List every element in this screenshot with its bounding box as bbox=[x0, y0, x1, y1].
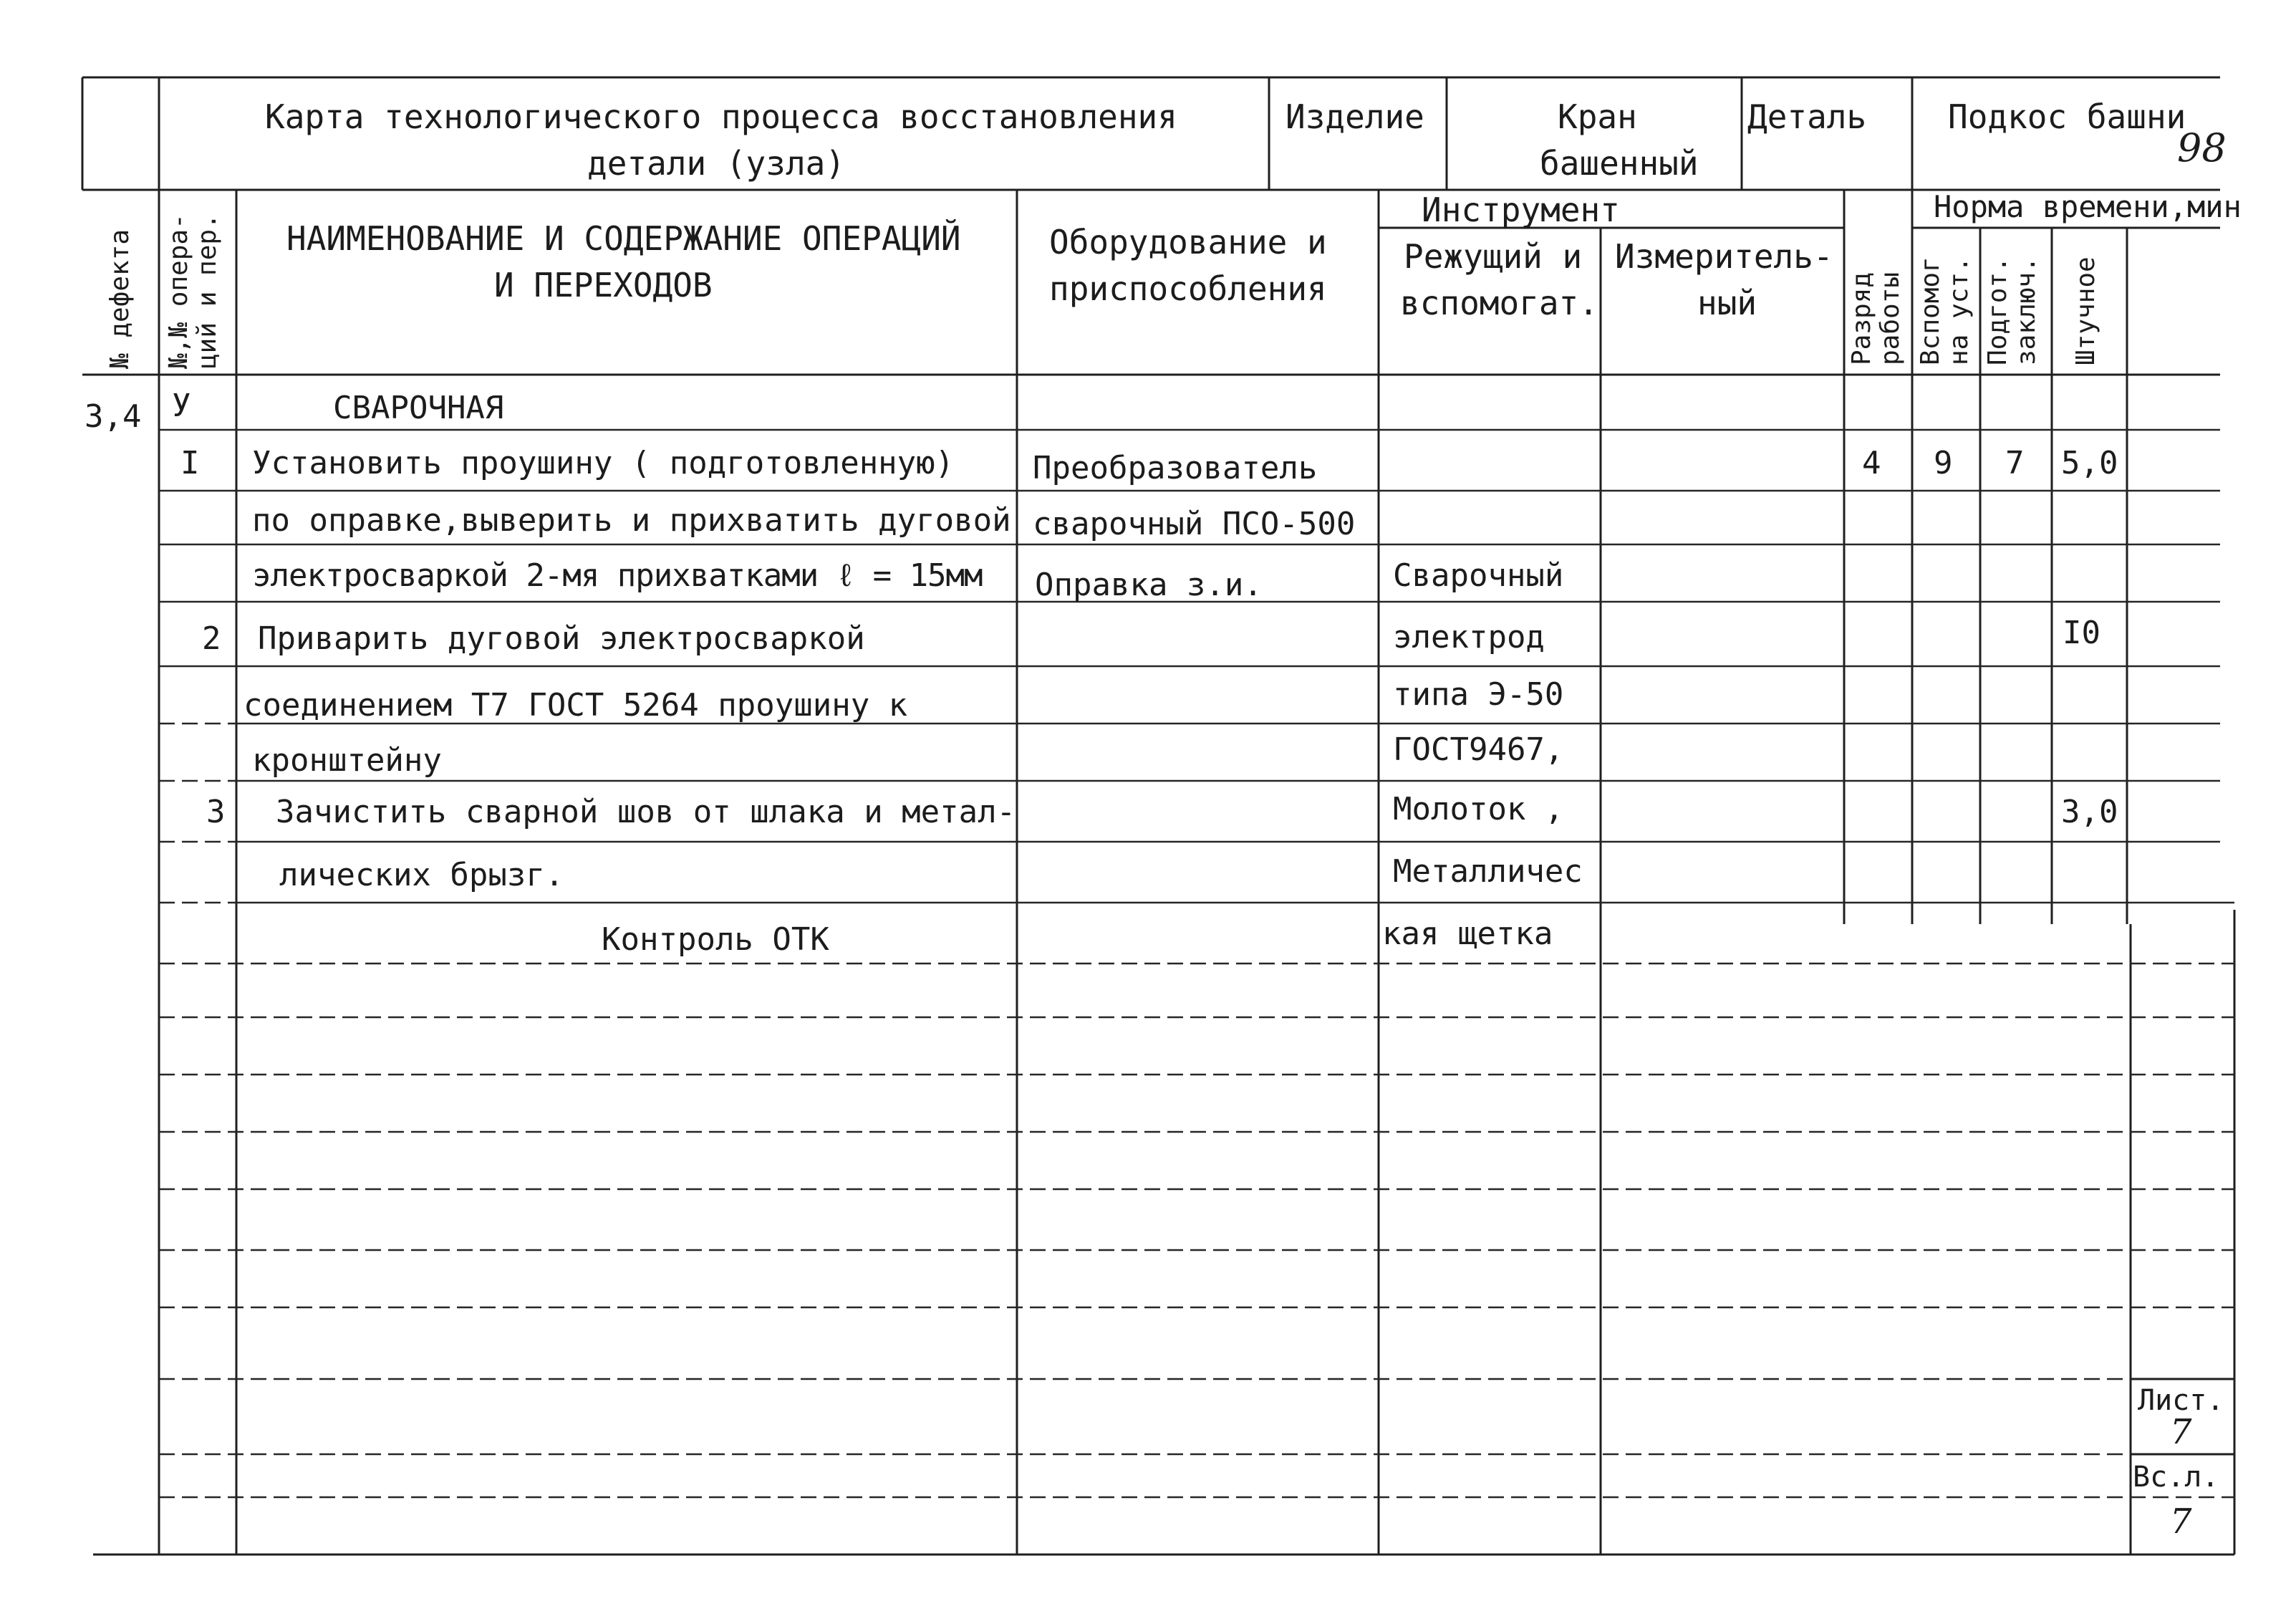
row-operation-text: кронштейну bbox=[252, 742, 442, 779]
row-piece-cell: 3,0 bbox=[2061, 794, 2118, 830]
col-grade-line2: работы bbox=[1876, 272, 1905, 365]
row-operation-text: Зачистить сварной шов от шлака и метал- bbox=[276, 794, 1016, 830]
row-operation-text: соединением Т7 ГОСТ 5264 проушину к bbox=[243, 687, 908, 724]
col-operations-line1: НАИМЕНОВАНИЕ И СОДЕРЖАНИЕ ОПЕРАЦИЙ bbox=[286, 219, 961, 258]
total-sheets-label: Вс.л. bbox=[2133, 1461, 2219, 1494]
row-tool-text: ГОСТ9467, bbox=[1393, 731, 1564, 768]
row-tool-text: кая щетка bbox=[1382, 916, 1553, 952]
col-tool-cutting-line2: вспомогат. bbox=[1400, 284, 1598, 322]
col-time-norm: Норма времени,мин bbox=[1934, 189, 2242, 224]
product-name-line2: башенный bbox=[1540, 144, 1699, 183]
part-name: Подкос башни bbox=[1948, 97, 2186, 136]
row-operation-text: лических брызг. bbox=[279, 857, 564, 893]
row-operation-text: Контроль ОТК bbox=[602, 921, 829, 958]
row-op-cell: 3 bbox=[206, 794, 226, 830]
row-equipment-text: сварочный ПСО-500 bbox=[1033, 506, 1356, 542]
row-equipment-text: Оправка з.и. bbox=[1035, 567, 1263, 603]
row-op-cell: У bbox=[172, 388, 191, 424]
col-defect-number: № дефекта bbox=[105, 229, 135, 369]
col-op-number-line2: ций и пер. bbox=[193, 213, 222, 369]
sheet-label: Лист. bbox=[2138, 1384, 2224, 1417]
row-tool-text: типа Э-50 bbox=[1393, 676, 1564, 713]
col-equipment-line1: Оборудование и bbox=[1049, 223, 1327, 261]
sheet-number: 7 bbox=[2170, 1412, 2192, 1452]
col-aux-line2: на уст. bbox=[1944, 256, 1974, 365]
col-tool-cutting-line1: Режущий и bbox=[1404, 237, 1583, 276]
card-title-line1: Карта технологического процесса восстановления bbox=[265, 97, 1177, 136]
row-tool-text: Молоток , bbox=[1393, 791, 1564, 827]
total-sheets-number: 7 bbox=[2170, 1502, 2192, 1542]
row-operation-text: СВАРОЧНАЯ bbox=[333, 390, 504, 426]
handwritten-page-number: 98 bbox=[2177, 125, 2227, 170]
row-operation-text: электросваркой 2-мя прихватками ℓ = 15мм bbox=[252, 557, 983, 594]
col-tool-group: Инструмент bbox=[1422, 191, 1620, 229]
row-piece-cell: 5,0 bbox=[2061, 445, 2118, 481]
row-equipment-text: Преобразователь bbox=[1033, 450, 1318, 486]
row-piece-cell: I0 bbox=[2063, 615, 2100, 651]
row-prep-cell: 7 bbox=[2005, 445, 2025, 481]
row-operation-text: Установить проушину ( подготовленную) bbox=[252, 445, 955, 481]
row-aux-cell: 9 bbox=[1934, 445, 1953, 481]
col-op-number-line1: №,№ опера- bbox=[164, 213, 193, 369]
col-grade-line1: Разряд bbox=[1847, 272, 1876, 365]
product-label: Изделие bbox=[1286, 97, 1424, 136]
col-prep-line2: заключ. bbox=[2012, 256, 2041, 365]
col-aux-line1: Вспомог bbox=[1916, 256, 1945, 365]
row-defect-cell: 3,4 bbox=[85, 398, 142, 435]
col-equipment-line2: приспособления bbox=[1049, 269, 1327, 308]
col-piece-time: Штучное bbox=[2071, 256, 2100, 365]
row-operation-text: Приварить дуговой электросваркой bbox=[258, 620, 865, 657]
row-op-cell: 2 bbox=[202, 620, 221, 657]
row-op-cell: I bbox=[180, 445, 200, 481]
row-tool-text: Металличес bbox=[1393, 853, 1583, 890]
product-name-line1: Кран bbox=[1558, 97, 1637, 136]
col-tool-measuring-line2: ный bbox=[1697, 284, 1757, 322]
col-tool-measuring-line1: Измеритель- bbox=[1615, 237, 1833, 276]
col-operations-line2: И ПЕРЕХОДОВ bbox=[494, 266, 713, 304]
row-grade-cell: 4 bbox=[1862, 445, 1881, 481]
row-tool-text: Сварочный bbox=[1393, 557, 1564, 594]
col-prep-line1: Подгот. bbox=[1983, 256, 2012, 365]
part-label: Деталь bbox=[1747, 97, 1867, 136]
row-operation-text: по оправке,выверить и прихватить дуговой bbox=[252, 502, 1011, 539]
row-tool-text: электрод bbox=[1393, 619, 1545, 655]
card-title-line2: детали (узла) bbox=[587, 144, 846, 183]
